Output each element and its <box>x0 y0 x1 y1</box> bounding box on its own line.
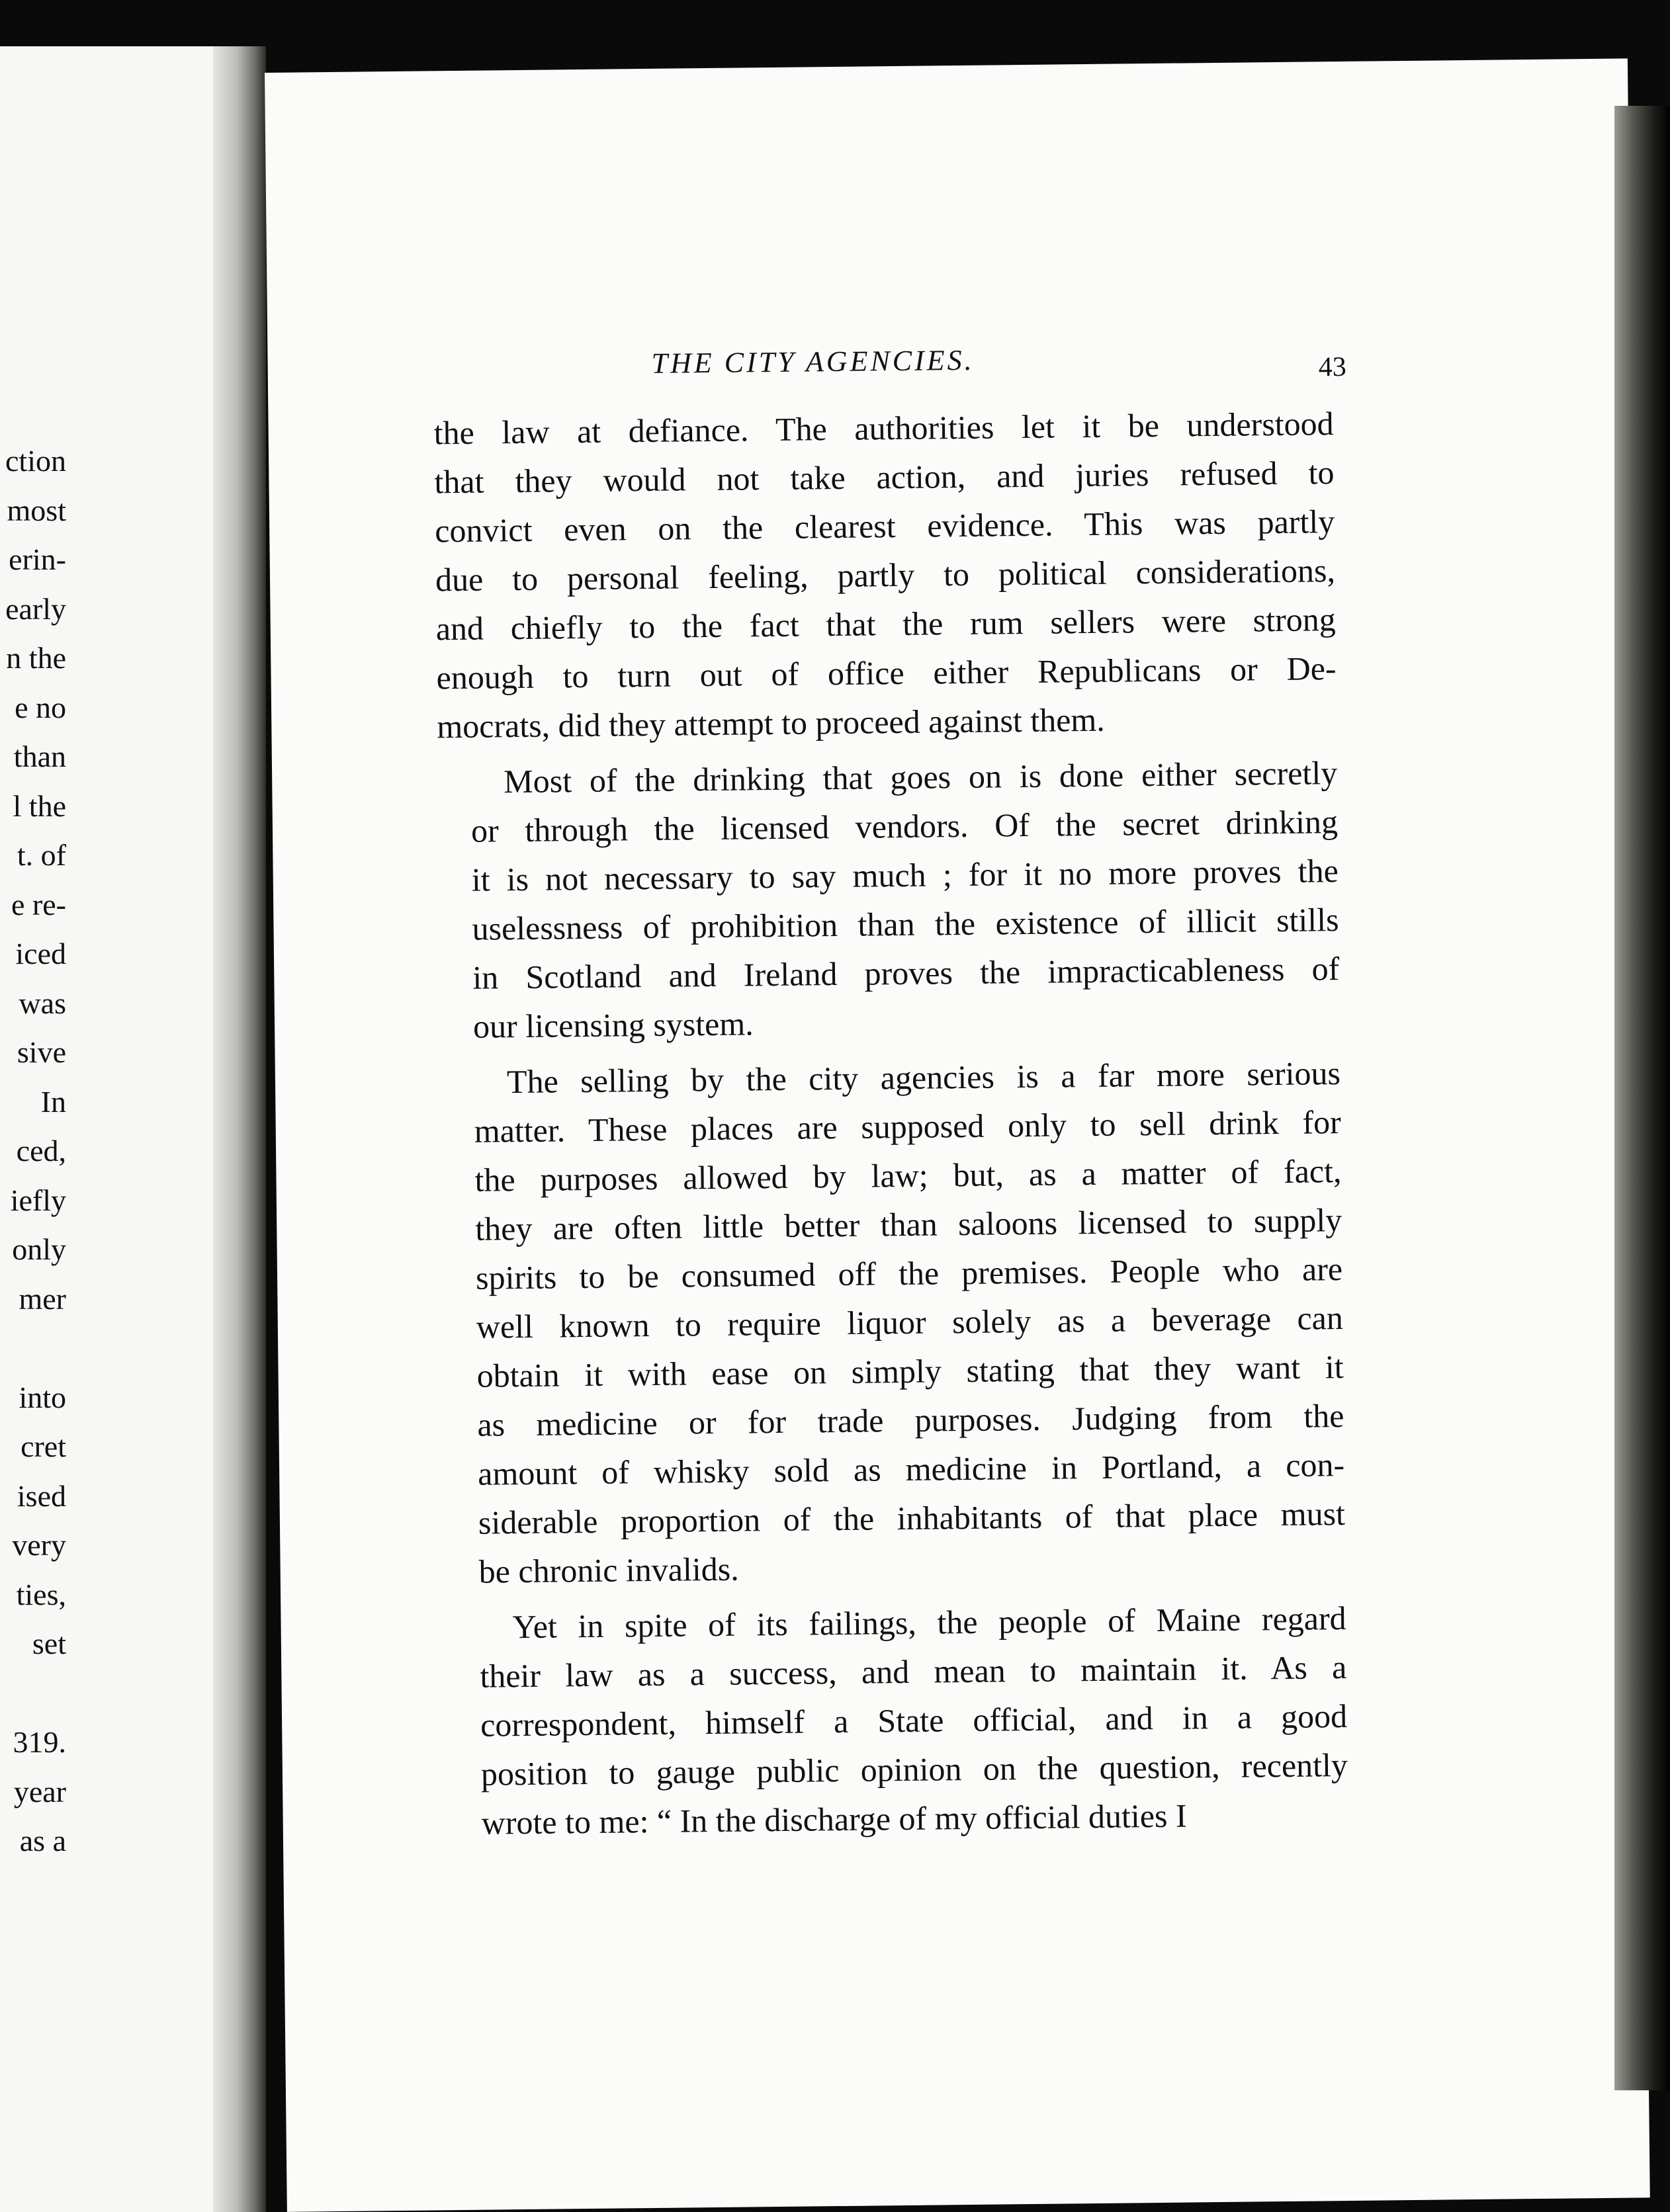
text-line: due to personal feeling, partly to political considerations, <box>435 552 1336 599</box>
text-line: convict even on the clearest evidence. This was partly <box>434 503 1335 550</box>
paragraph <box>446 1594 1348 1848</box>
paragraph <box>433 399 1337 751</box>
page-content <box>433 339 1348 1848</box>
left-page-line-fragment: In <box>40 1084 66 1119</box>
text-line: obtain it with ease on simply stating that they want it <box>476 1348 1344 1394</box>
left-page-line-fragment: ced, <box>16 1134 66 1168</box>
left-page-line-fragment: cret <box>21 1429 66 1463</box>
text-line: the law at defiance. The authorities let it be understood <box>433 405 1334 452</box>
running-head <box>433 339 1346 402</box>
book-gutter <box>213 46 266 2212</box>
left-page-line-fragment: ised <box>17 1478 66 1513</box>
text-line: mocrats, did they attempt to proceed against them. <box>437 701 1106 745</box>
text-line: amount of whisky sold as medicine in Portland, a con- <box>477 1446 1345 1492</box>
left-page-line-fragment: than <box>13 740 66 773</box>
right-page <box>265 58 1650 2211</box>
left-page-line-fragment: iced <box>15 937 66 970</box>
text-line: correspondent, himself a State official, and in a good <box>480 1697 1348 1744</box>
text-line: Yet in spite of its failings, the people of Maine regard <box>512 1599 1346 1646</box>
left-page-line-fragment: ties, <box>16 1577 66 1611</box>
text-line: in Scotland and Ireland proves the impracticableness of <box>472 950 1340 996</box>
left-page-line-fragment: n the <box>6 641 66 675</box>
left-page-line-fragment: e re- <box>11 887 66 921</box>
left-page-line-fragment: only <box>12 1232 66 1266</box>
text-line: wrote to me: “ In the discharge of my official duties I <box>481 1797 1187 1842</box>
left-page-line-fragment: e no <box>15 690 66 724</box>
text-line: siderable proportion of the inhabitants of that place must <box>478 1495 1346 1541</box>
text-line: The selling by the city agencies is a far more serious <box>506 1054 1341 1101</box>
text-line: the purposes allowed by law; but, as a matter of fact, <box>474 1152 1342 1199</box>
text-line: that they would not take action, and juries refused to <box>434 454 1335 501</box>
text-line: their law as a success, and mean to maintain it. As a <box>480 1648 1347 1695</box>
text-line: enough to turn out of office either Republicans or De- <box>436 650 1337 697</box>
left-page-line-fragment: year <box>13 1774 66 1808</box>
text-line: well known to require liquor solely as a beverage can <box>476 1299 1344 1345</box>
left-page-line-fragment: l the <box>13 788 66 823</box>
running-head-title: THE CITY AGENCIES. <box>651 343 975 380</box>
text-line: spirits to be consumed off the premises. People who are <box>475 1250 1343 1297</box>
text-line: uselessness of prohibition than the existence of illicit stills <box>472 901 1339 947</box>
left-page-line-fragment: erin- <box>9 542 66 576</box>
page-number: 43 <box>1318 351 1346 383</box>
left-page-line-fragment: was <box>19 986 66 1020</box>
text-line: be chronic invalids. <box>478 1550 739 1590</box>
text-line: or through the licensed vendors. Of the secret drinking <box>470 803 1339 849</box>
text-line: it is not necessary to say much ; for it no more proves the <box>471 852 1339 898</box>
text-line: our licensing system. <box>472 1005 754 1045</box>
left-page-line-fragment: into <box>19 1380 66 1414</box>
body-text <box>433 399 1348 1848</box>
left-page-line-fragment: t. of <box>17 838 66 872</box>
text-line: and chiefly to the fact that the rum sellers were strong <box>435 601 1337 648</box>
page-edge <box>1614 106 1670 2090</box>
left-page-line-fragment: as a <box>19 1824 66 1857</box>
text-line: as medicine or for trade purposes. Judging from the <box>477 1397 1344 1443</box>
left-page-line-fragment: 319. <box>13 1725 66 1759</box>
text-line: they are often little better than saloons licensed to supply <box>475 1201 1342 1248</box>
text-line: Most of the drinking that goes on is done either secretly <box>503 754 1338 800</box>
text-line: matter. These places are supposed only to sell drink for <box>474 1103 1341 1150</box>
left-page-line-fragment: sive <box>17 1035 66 1069</box>
left-page-line-fragment: early <box>5 591 66 626</box>
text-line: position to gauge public opinion on the question, recently <box>480 1746 1348 1793</box>
left-page-line-fragment: ction <box>5 444 66 478</box>
left-page-line-fragment: mer <box>19 1281 66 1316</box>
left-page-line-fragment: iefly <box>10 1183 66 1217</box>
left-page-line-fragment: very <box>12 1528 66 1562</box>
paragraph <box>437 748 1340 1051</box>
left-page-line-fragment: most <box>7 493 66 527</box>
left-page-line-fragment: set <box>32 1627 66 1660</box>
paragraph <box>441 1048 1346 1596</box>
